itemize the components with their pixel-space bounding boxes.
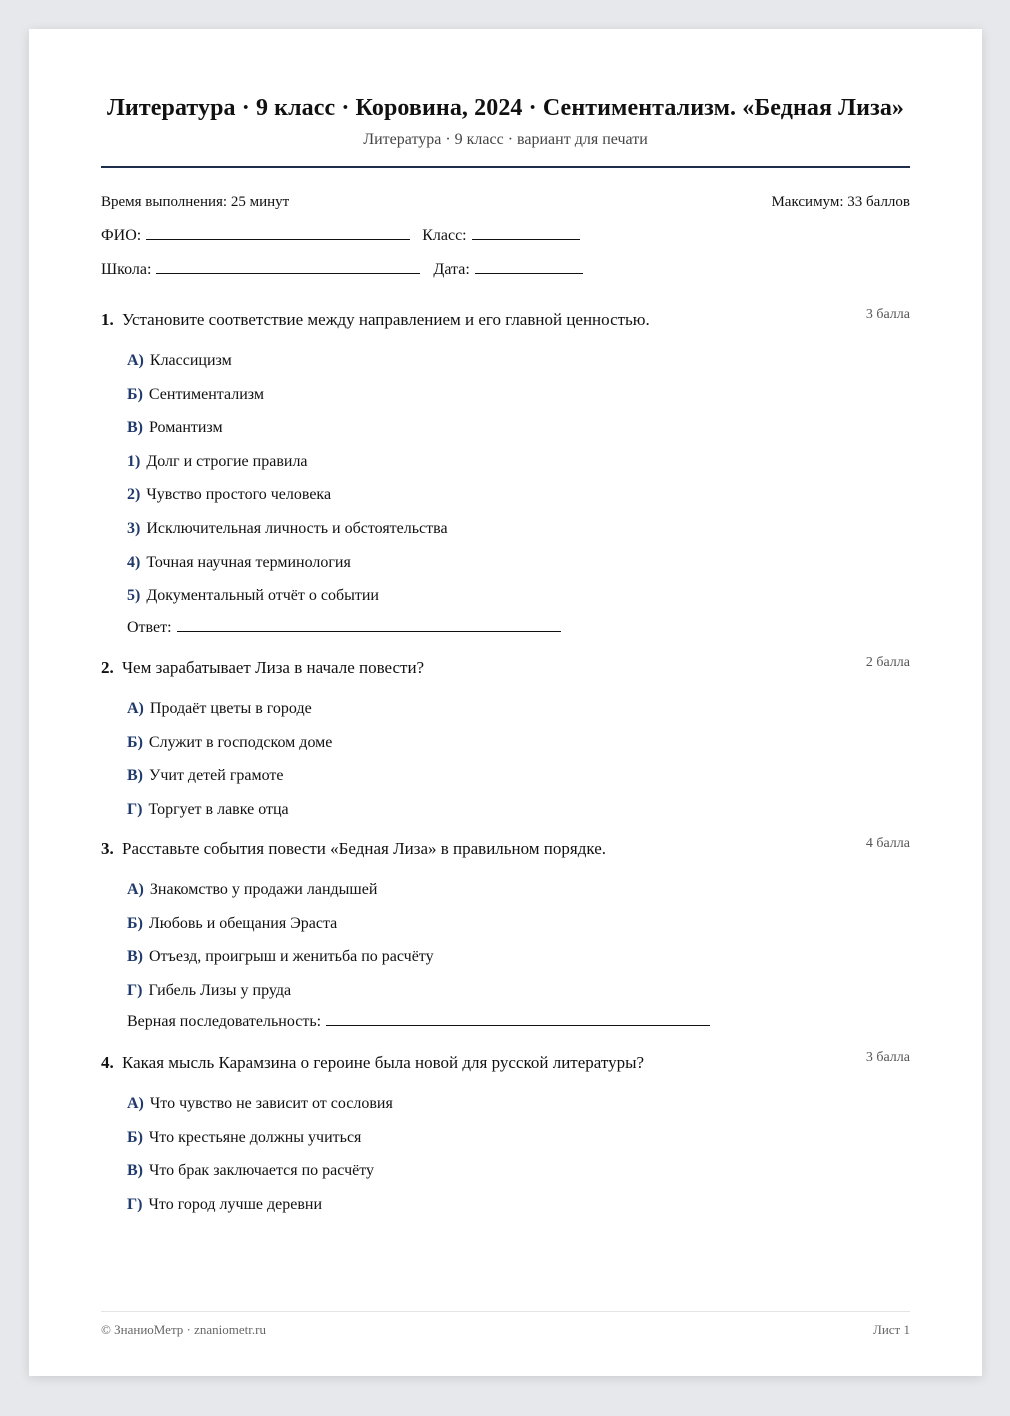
question-points: 2 балла [865, 655, 910, 670]
class-label: Класс: [422, 227, 467, 244]
class-field[interactable] [472, 225, 580, 240]
option-text: Исключительная личность и обстоятельства [146, 519, 448, 537]
option-key: А) [127, 700, 144, 717]
option-key: 3) [127, 519, 141, 537]
worksheet-page [29, 29, 982, 1376]
page-footer [101, 1322, 910, 1338]
option-key: Б) [127, 733, 143, 751]
answer-field[interactable] [177, 617, 561, 632]
option-key: 2) [127, 486, 141, 504]
option-key: В) [127, 1162, 143, 1180]
question-number: 4. [101, 1053, 114, 1072]
option-item[interactable] [127, 1188, 910, 1222]
option-text: Документальный отчёт о событии [146, 587, 379, 605]
question-text: Установите соответствие между направлением и его главной ценностью. [122, 310, 650, 329]
option-list [127, 344, 910, 613]
option-item[interactable] [127, 974, 910, 1008]
question-points: 3 балла [865, 307, 910, 322]
option-text: Торгует в лавке отца [148, 800, 289, 818]
question-header [101, 836, 910, 861]
option-key: Г) [127, 800, 143, 818]
option-key: Г) [127, 981, 143, 999]
option-text: Что город лучше деревни [148, 1195, 323, 1213]
option-item[interactable] [127, 579, 910, 613]
option-key: Г) [127, 1195, 143, 1213]
option-text: Служит в господском доме [148, 733, 333, 751]
option-item[interactable] [127, 1121, 910, 1155]
question-text: Какая мысль Карамзина о героине была новой для русской литературы? [122, 1053, 645, 1072]
option-item[interactable] [127, 726, 910, 760]
page-title: Литература · 9 класс · Коровина, 2024 · Сентиментализм. «Бедная Лиза» [106, 95, 905, 121]
fio-label: ФИО: [101, 227, 142, 244]
question-4 [101, 1050, 910, 1221]
option-key: В) [127, 419, 143, 437]
question-text: Чем зарабатывает Лиза в начале повести? [122, 658, 425, 677]
option-item[interactable] [127, 1087, 910, 1121]
option-key: 1) [127, 452, 141, 470]
question-number: 3. [101, 839, 114, 858]
option-key: А) [127, 1095, 144, 1112]
sheet-number: Лист 1 [873, 1322, 910, 1337]
option-text: Чувство простого человека [146, 486, 332, 504]
date-label: Дата: [433, 261, 470, 278]
max-score: Максимум: 33 баллов [771, 194, 910, 210]
option-item[interactable] [127, 445, 910, 479]
option-item[interactable] [127, 873, 910, 907]
option-item[interactable] [127, 344, 910, 378]
question-points: 4 балла [865, 836, 910, 851]
school-date-row [101, 259, 583, 279]
option-text: Классицизм [149, 352, 232, 369]
option-item[interactable] [127, 793, 910, 827]
option-text: Любовь и обещания Эраста [148, 914, 338, 932]
question-3 [101, 836, 910, 1037]
meta-row [101, 194, 910, 211]
answer-label: Верная последовательность: [127, 1013, 322, 1031]
option-item[interactable] [127, 512, 910, 546]
option-item[interactable] [127, 1154, 910, 1188]
question-header [101, 1050, 910, 1075]
question-2 [101, 655, 910, 826]
answer-label: Ответ: [127, 618, 172, 636]
option-key: Б) [127, 1128, 143, 1146]
option-text: Продаёт цветы в городе [149, 700, 312, 717]
question-number: 2. [101, 658, 114, 677]
header-divider [101, 166, 910, 168]
option-list [127, 873, 910, 1007]
question-points: 3 балла [865, 1050, 910, 1065]
option-key: В) [127, 767, 143, 785]
option-text: Что брак заключается по расчёту [149, 1162, 374, 1180]
footer-copyright: © ЗнаниоМетр · znaniometr.ru [101, 1322, 266, 1337]
option-item[interactable] [127, 411, 910, 445]
option-key: Б) [127, 914, 143, 932]
school-field[interactable] [156, 259, 420, 274]
page-content [101, 29, 910, 1376]
fio-class-row [101, 225, 580, 245]
option-item[interactable] [127, 759, 910, 793]
option-text: Что чувство не зависит от сословия [149, 1095, 393, 1112]
option-key: 5) [127, 587, 141, 605]
option-item[interactable] [127, 940, 910, 974]
option-text: Романтизм [149, 419, 223, 437]
question-header [101, 655, 910, 680]
option-list [127, 1087, 910, 1221]
option-item[interactable] [127, 907, 910, 941]
option-text: Сентиментализм [148, 385, 264, 403]
question-text: Расставьте события повести «Бедная Лиза» в правильном порядке. [122, 839, 607, 858]
answer-row [127, 613, 910, 643]
option-key: А) [127, 881, 144, 898]
answer-field[interactable] [326, 1011, 710, 1026]
fio-field[interactable] [146, 225, 410, 240]
question-1 [101, 307, 910, 643]
footer-divider [101, 1311, 910, 1312]
question-number: 1. [101, 310, 114, 329]
option-item[interactable] [127, 692, 910, 726]
option-item[interactable] [127, 478, 910, 512]
option-key: 4) [127, 553, 141, 571]
option-text: Гибель Лизы у пруда [148, 981, 292, 999]
option-key: Б) [127, 385, 143, 403]
option-text: Что крестьяне должны учиться [148, 1128, 362, 1146]
option-item[interactable] [127, 378, 910, 412]
option-text: Точная научная терминология [146, 553, 351, 571]
option-item[interactable] [127, 546, 910, 580]
question-header [101, 307, 910, 332]
option-text: Знакомство у продажи ландышей [149, 881, 378, 898]
option-text: Отъезд, проигрыш и женитьба по расчёту [149, 948, 434, 966]
option-text: Учит детей грамоте [149, 767, 284, 785]
option-key: А) [127, 352, 144, 369]
school-label: Школа: [101, 261, 152, 278]
time-limit: Время выполнения: 25 минут [101, 194, 290, 210]
answer-row [127, 1007, 910, 1037]
option-text: Долг и строгие правила [146, 452, 308, 470]
option-list [127, 692, 910, 826]
option-key: В) [127, 948, 143, 966]
date-field[interactable] [475, 259, 583, 274]
page-subtitle: Литература · 9 класс · вариант для печати [363, 131, 648, 148]
